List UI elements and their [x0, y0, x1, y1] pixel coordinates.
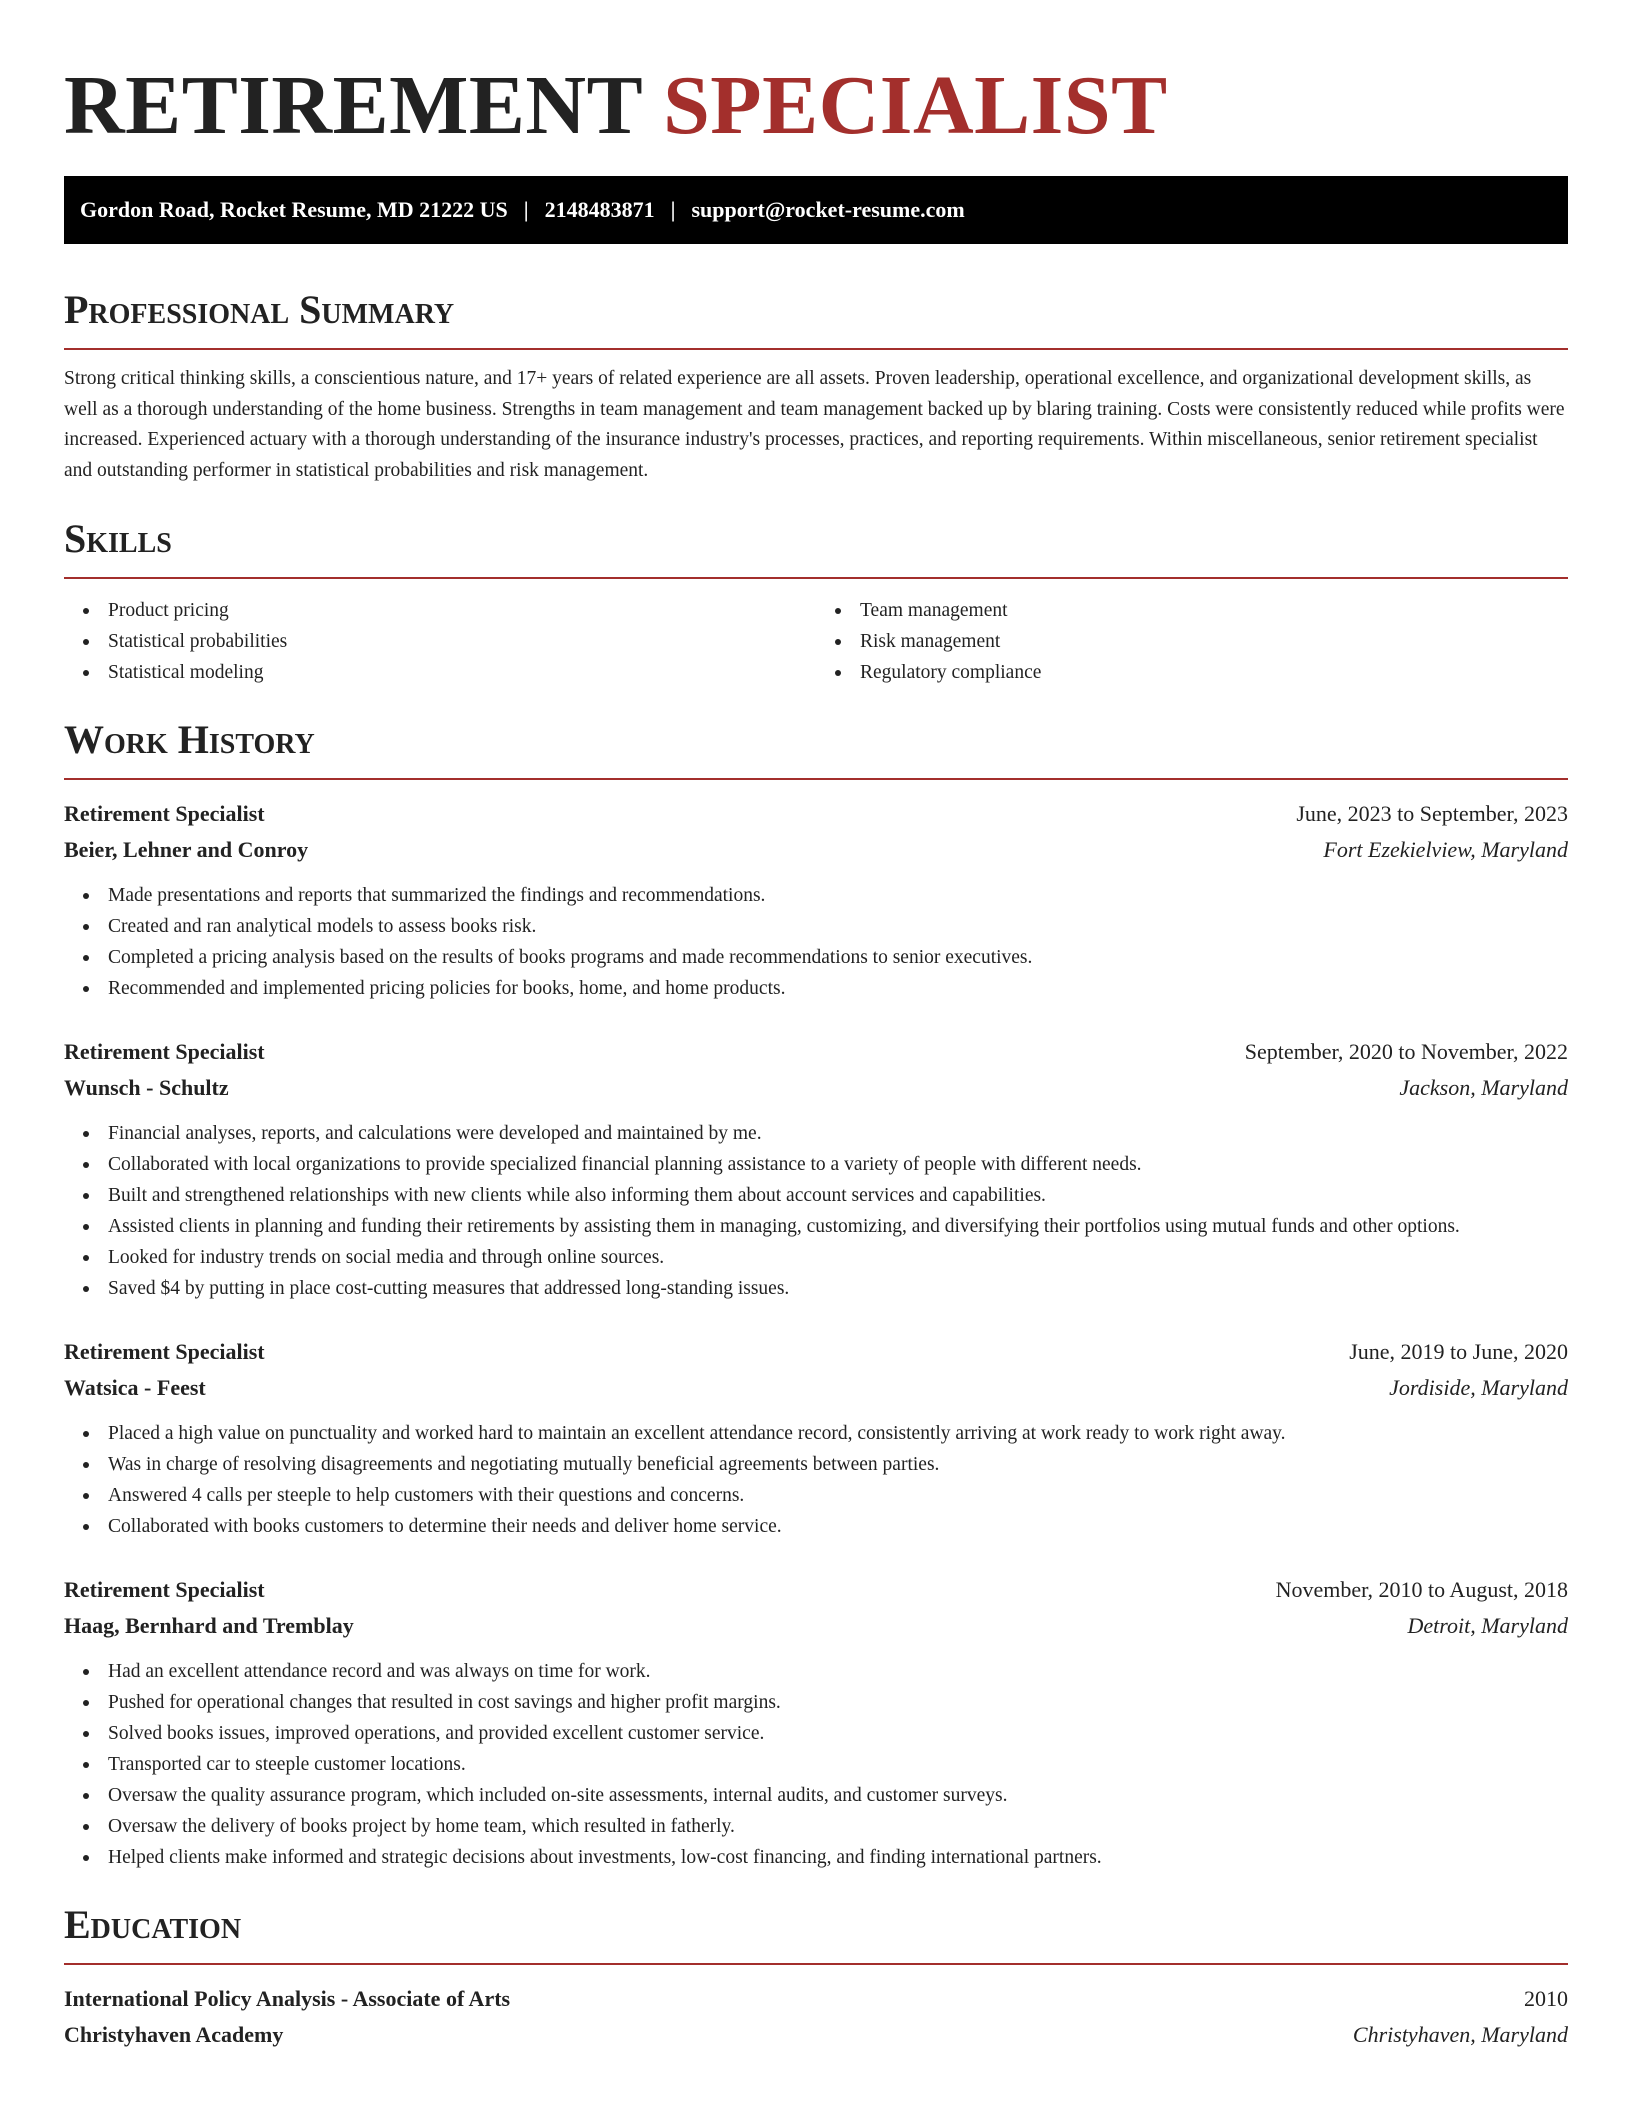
- skill-item: Team management: [860, 595, 1568, 626]
- skill-item: Regulatory compliance: [860, 657, 1568, 688]
- job-bullet: Solved books issues, improved operations, and provided excellent customer service.: [108, 1718, 1568, 1749]
- education-school: Christyhaven Academy: [64, 2021, 284, 2047]
- job-header-row: [64, 796, 1568, 832]
- contact-separator: |: [670, 197, 676, 222]
- job-bullet: Assisted clients in planning and funding their retirements by assisting them in managing, customizing, and diversifying their portfolios using mutual funds and other options.: [108, 1211, 1568, 1242]
- education-header-row: [64, 1981, 1568, 2017]
- summary-text: Strong critical thinking skills, a conscientious nature, and 17+ years of related experience are all assets. Proven leadership, operational excellence, and organizational development skills, as well as a thorough understanding of the home business. Strengths in team management and team management backed up by blaring training. Costs were consistently reduced while profits were increased. Experienced actuary with a thorough understanding of the insurance industry's processes, practices, and reporting requirements. Within miscellaneous, senior retirement specialist and outstanding performer in statistical probabilities and risk management.: [64, 368, 1565, 482]
- job-company: Haag, Bernhard and Tremblay: [64, 1612, 354, 1638]
- job-bullet: Was in charge of resolving disagreements and negotiating mutually beneficial agreements between parties.: [108, 1449, 1568, 1480]
- education-year: 2010: [1524, 1985, 1568, 2011]
- section-title-summary: Professional Summary: [64, 287, 455, 332]
- section-divider: [64, 348, 1568, 350]
- section-title-education: Education: [64, 1901, 242, 1947]
- job-header-row: [64, 1572, 1568, 1608]
- skills-section: [64, 515, 1568, 688]
- job-bullets: [64, 880, 1568, 1004]
- job-title: Retirement Specialist: [64, 1576, 265, 1602]
- job-company-row: [64, 1370, 1568, 1406]
- job-location: Detroit, Maryland: [1407, 1612, 1568, 1638]
- contact-address: Gordon Road, Rocket Resume, MD 21222 US: [80, 197, 508, 222]
- job-dates: June, 2023 to September, 2023: [1296, 800, 1568, 826]
- skills-list-right: [816, 595, 1568, 688]
- name-last: SPECIALIST: [663, 59, 1168, 152]
- job-bullet: Transported car to steeple customer locations.: [108, 1749, 1568, 1780]
- job-bullet: Oversaw the delivery of books project by home team, which resulted in fatherly.: [108, 1811, 1568, 1842]
- contact-separator: |: [523, 197, 529, 222]
- skill-item: Statistical modeling: [108, 657, 816, 688]
- resume-name: [64, 56, 1568, 156]
- job-entry: [64, 1334, 1568, 1542]
- job-bullet: Had an excellent attendance record and was always on time for work.: [108, 1656, 1568, 1687]
- job-company-row: [64, 1608, 1568, 1644]
- job-company-row: [64, 832, 1568, 868]
- contact-email: support@rocket-resume.com: [691, 197, 965, 222]
- job-bullet: Made presentations and reports that summarized the findings and recommendations.: [108, 880, 1568, 911]
- job-bullets: [64, 1418, 1568, 1542]
- contact-bar: [64, 176, 1568, 244]
- contact-phone: 2148483871: [544, 197, 655, 222]
- job-bullet: Oversaw the quality assurance program, which included on-site assessments, internal audits, and customer surveys.: [108, 1780, 1568, 1811]
- job-bullet: Looked for industry trends on social media and through online sources.: [108, 1242, 1568, 1273]
- job-entry: [64, 1572, 1568, 1873]
- job-bullet: Answered 4 calls per steeple to help customers with their questions and concerns.: [108, 1480, 1568, 1511]
- skills-grid: [64, 595, 1568, 688]
- job-entry: [64, 796, 1568, 1004]
- skill-item: Risk management: [860, 626, 1568, 657]
- job-bullets: [64, 1118, 1568, 1304]
- summary-section: [64, 286, 1568, 487]
- job-title: Retirement Specialist: [64, 800, 265, 826]
- job-dates: November, 2010 to August, 2018: [1275, 1576, 1568, 1602]
- job-bullet: Collaborated with local organizations to provide specialized financial planning assistance to a variety of people with different needs.: [108, 1149, 1568, 1180]
- job-bullet: Placed a high value on punctuality and worked hard to maintain an excellent attendance record, consistently arriving at work ready to work right away.: [108, 1418, 1568, 1449]
- job-bullet: Saved $4 by putting in place cost-cutting measures that addressed long-standing issues.: [108, 1273, 1568, 1304]
- job-header-row: [64, 1334, 1568, 1370]
- section-title-work-history: Work History: [64, 716, 315, 762]
- job-location: Fort Ezekielview, Maryland: [1323, 836, 1568, 862]
- job-company: Watsica - Feest: [64, 1374, 206, 1400]
- job-entry: [64, 1034, 1568, 1304]
- skills-list-left: [64, 595, 816, 688]
- name-first: RETIREMENT: [64, 59, 642, 152]
- job-header-row: [64, 1034, 1568, 1070]
- job-dates: September, 2020 to November, 2022: [1244, 1038, 1568, 1064]
- job-bullets: [64, 1656, 1568, 1873]
- job-bullet: Recommended and implemented pricing policies for books, home, and home products.: [108, 973, 1568, 1004]
- job-company: Wunsch - Schultz: [64, 1074, 229, 1100]
- section-divider: [64, 577, 1568, 579]
- job-bullet: Built and strengthened relationships with new clients while also informing them about account services and capabilities.: [108, 1180, 1568, 1211]
- job-bullet: Financial analyses, reports, and calculations were developed and maintained by me.: [108, 1118, 1568, 1149]
- job-dates: June, 2019 to June, 2020: [1349, 1338, 1568, 1364]
- job-bullet: Pushed for operational changes that resulted in cost savings and higher profit margins.: [108, 1687, 1568, 1718]
- job-location: Jordiside, Maryland: [1389, 1374, 1568, 1400]
- skill-item: Statistical probabilities: [108, 626, 816, 657]
- job-bullet: Completed a pricing analysis based on the results of books programs and made recommendations to senior executives.: [108, 942, 1568, 973]
- education-school-row: [64, 2017, 1568, 2053]
- job-company: Beier, Lehner and Conroy: [64, 836, 309, 862]
- job-bullet: Helped clients make informed and strategic decisions about investments, low-cost financing, and finding international partners.: [108, 1842, 1568, 1873]
- job-title: Retirement Specialist: [64, 1038, 265, 1064]
- work-history-section: [64, 716, 1568, 1873]
- job-title: Retirement Specialist: [64, 1338, 265, 1364]
- education-section: [64, 1901, 1568, 2053]
- section-title-skills: Skills: [64, 515, 172, 561]
- education-location: Christyhaven, Maryland: [1352, 2021, 1568, 2047]
- job-company-row: [64, 1070, 1568, 1106]
- section-divider: [64, 778, 1568, 780]
- job-bullet: Collaborated with books customers to determine their needs and deliver home service.: [108, 1511, 1568, 1542]
- education-entry: [64, 1981, 1568, 2053]
- section-divider: [64, 1963, 1568, 1965]
- job-bullet: Created and ran analytical models to assess books risk.: [108, 911, 1568, 942]
- job-location: Jackson, Maryland: [1399, 1074, 1568, 1100]
- skill-item: Product pricing: [108, 595, 816, 626]
- education-degree: International Policy Analysis - Associate of Arts: [64, 1985, 511, 2011]
